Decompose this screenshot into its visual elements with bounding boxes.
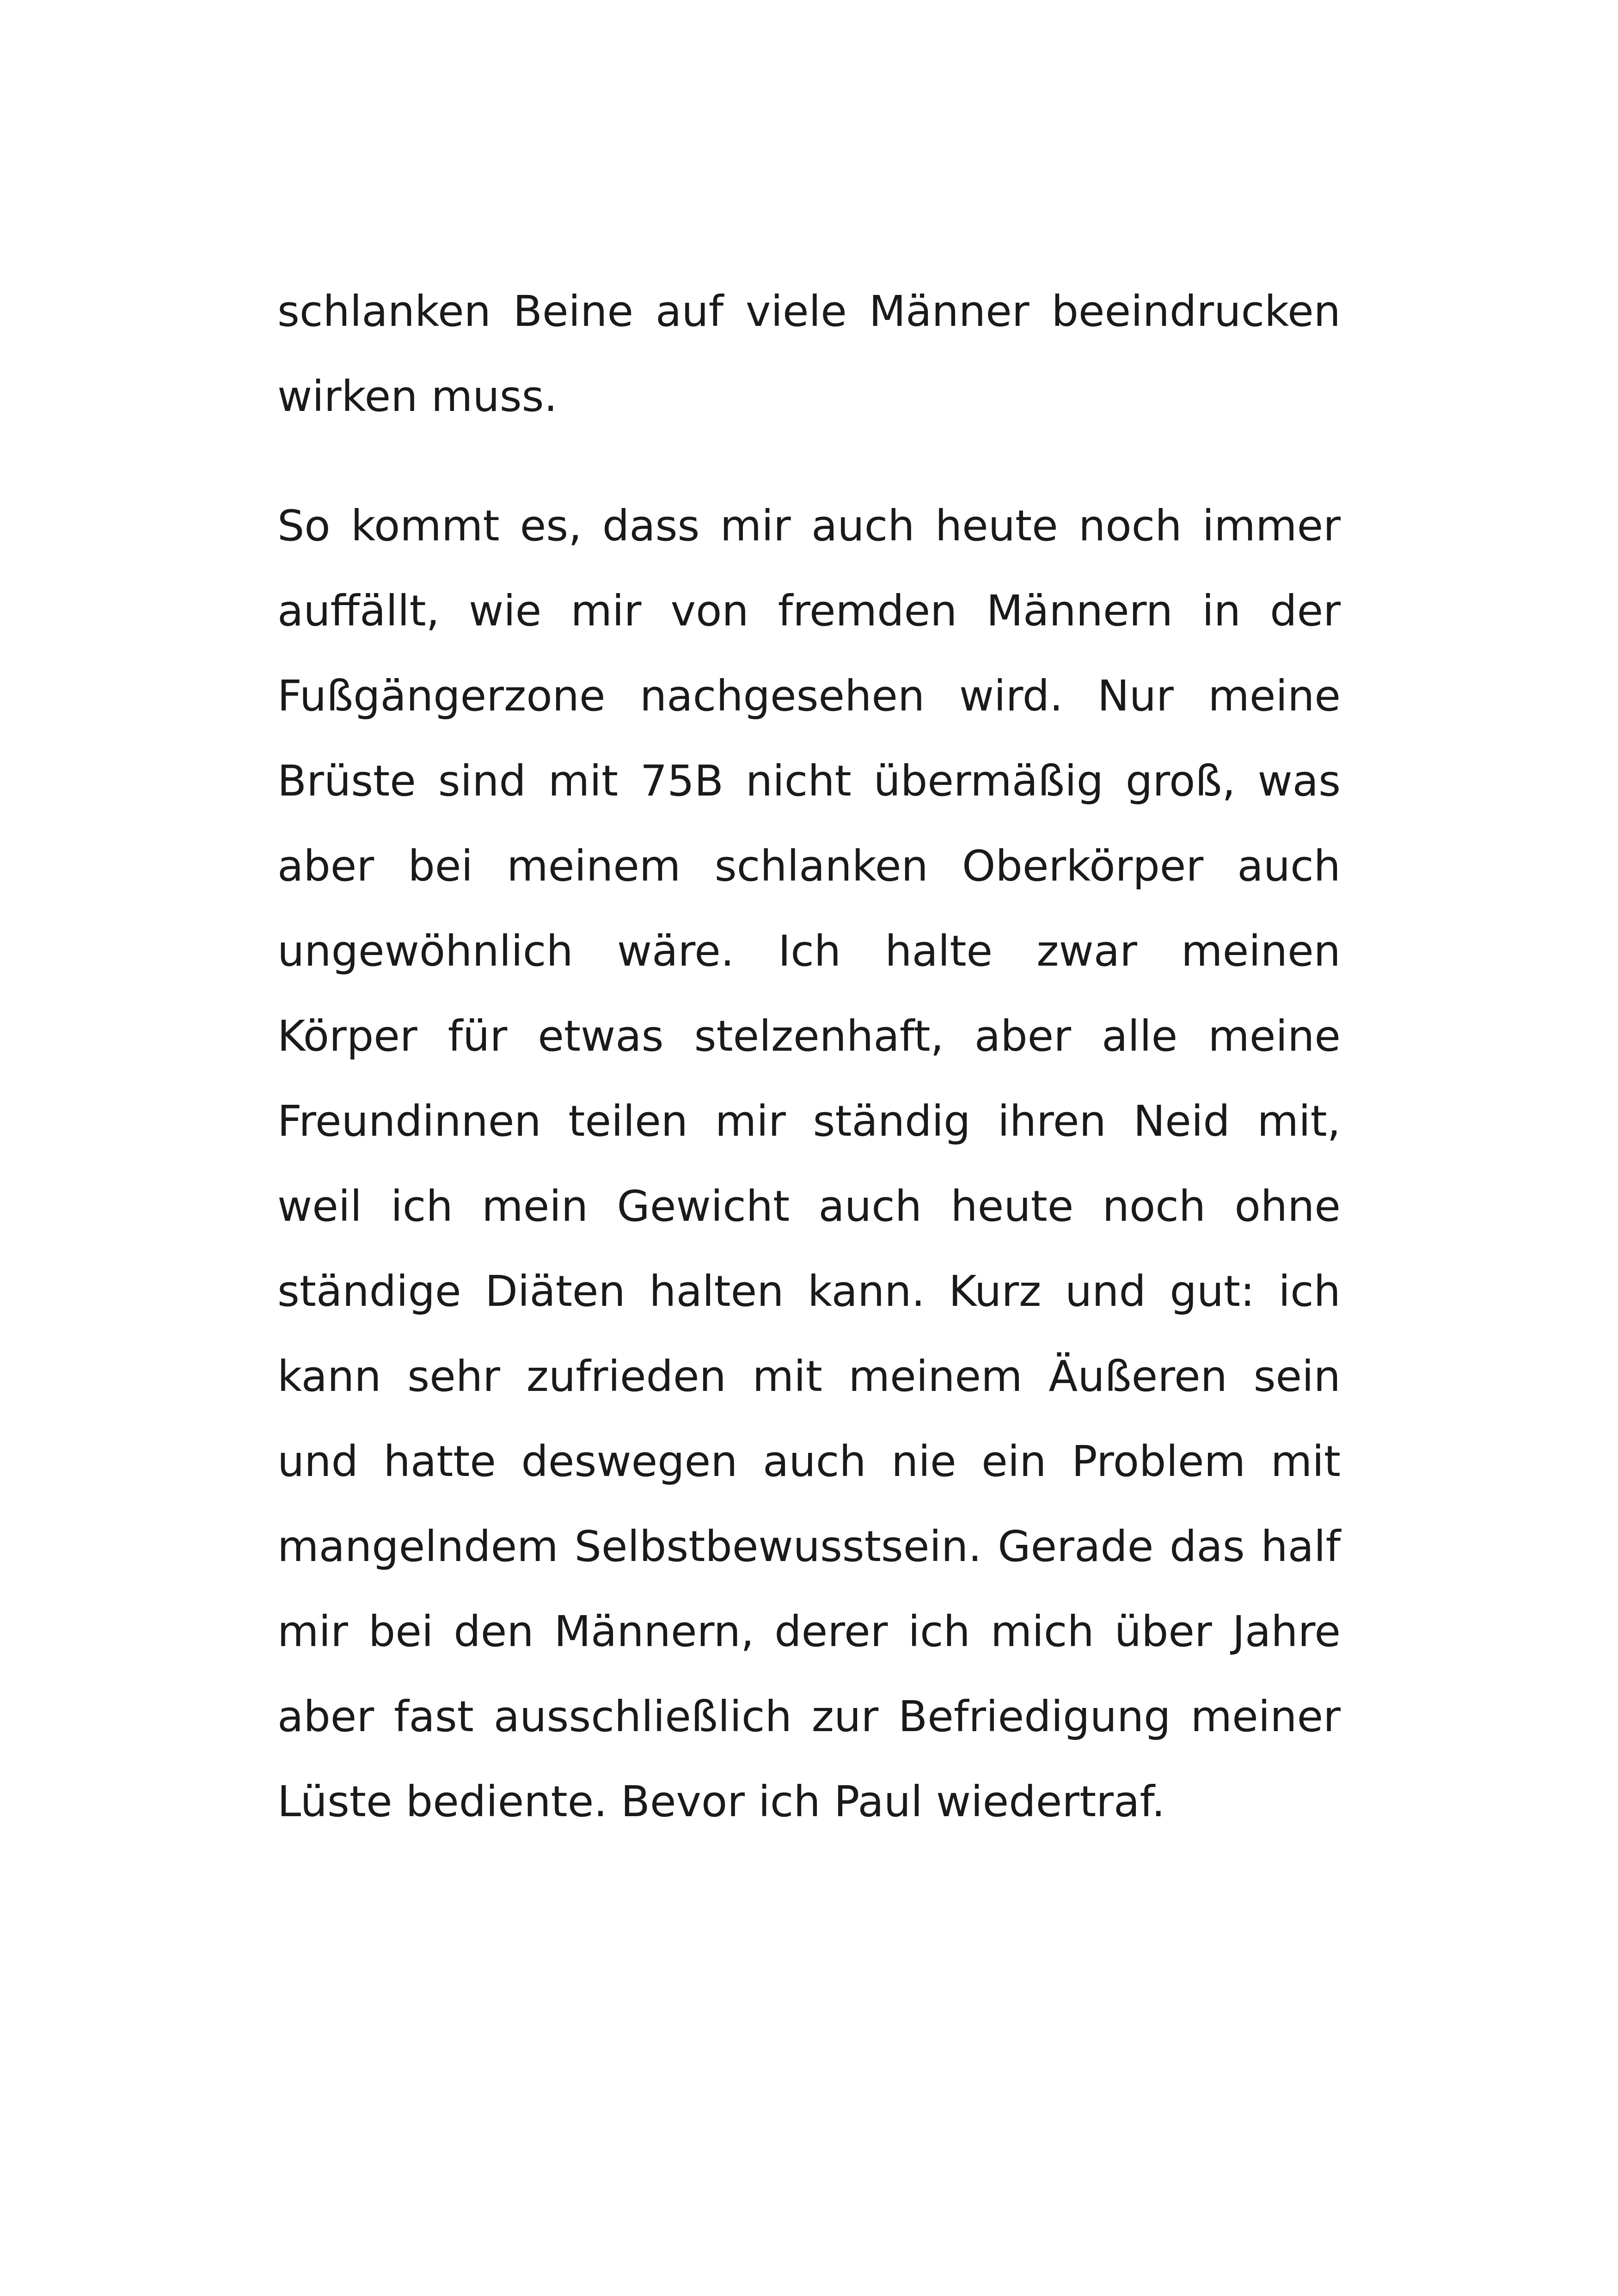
paragraph-1: schlanken Beine auf viele Männer beeindrucken wirken muss.	[277, 287, 1341, 421]
paragraph-2: So kommt es, dass mir auch heute noch immer auffällt, wie mir von fremden Männern in der Fußgängerzone nachgesehen wird. Nur meine Brüste sind mit 75B nicht übermäßig groß, was aber bei meinem schlanken Oberkörper auch ungewöhnlich wäre. Ich halte zwar meinen Körper für etwas stelzenhaft, aber alle meine Freundinnen teilen mir ständig ihren Neid mit, weil ich mein Gewicht auch heute noch ohne ständige Diäten halten kann. Kurz und gut: ich kann sehr zufrieden mit meinem Äußeren sein und hatte deswegen auch nie ein Problem mit mangelndem Selbstbewusstsein. Gerade das half mir bei den Männern, derer ich mich über Jahre aber fast ausschließlich zur Befriedigung meiner Lüste bediente. Bevor ich Paul wiedertraf.	[277, 501, 1341, 1826]
body-text	[277, 269, 1341, 1844]
